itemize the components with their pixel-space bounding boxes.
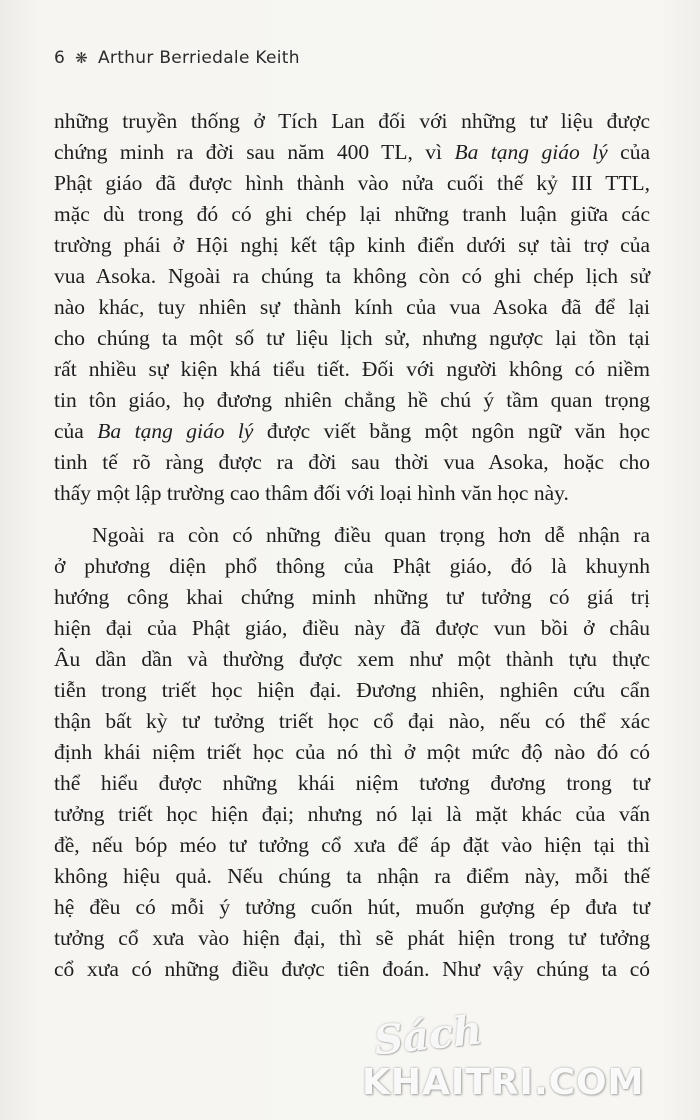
body-text [54, 106, 650, 996]
text-line: Phật giáo đã được hình thành vào nửa cuối thế kỷ III TTL, [54, 171, 650, 195]
text-line: Ngoài ra còn có những điều quan trọng hơn dễ nhận ra [92, 523, 650, 547]
text-line: những truyền thống ở Tích Lan đối với những tư liệu được [54, 109, 650, 133]
text-line: tiễn trong triết học hiện đại. Đương nhiên, nghiên cứu cẩn [54, 678, 650, 702]
page-number: 6 [54, 48, 66, 68]
text-line: mặc dù trong đó có ghi chép lại những tranh luận giữa các [54, 202, 650, 226]
text-line: tưởng triết học hiện đại; nhưng nó lại là mặt khác của vấn [54, 802, 650, 826]
text-line: thấy một lập trường cao thâm đối với loại hình văn học này. [54, 481, 569, 505]
text-line: vua Asoka. Ngoài ra chúng ta không còn có ghi chép lịch sử [54, 264, 650, 288]
text-line: đề, nếu bóp méo tư tưởng cổ xưa để áp đặt vào hiện tại thì [54, 833, 650, 857]
text-line: thận bất kỳ tư tưởng triết học cổ đại nào, nếu có thể xác [54, 709, 650, 733]
text-line: chứng minh ra đời sau năm 400 TL, vì Ba tạng giáo lý của [54, 140, 650, 164]
text-line: ở phương diện phổ thông của Phật giáo, đó là khuynh [54, 554, 650, 578]
text-line: cổ xưa có những điều được tiên đoán. Như vậy chúng ta có [54, 957, 650, 981]
text-line: tin tôn giáo, họ đương nhiên chẳng hề chú ý tầm quan trọng [54, 388, 650, 412]
book-title-italic: Ba tạng giáo lý [97, 419, 254, 443]
text-line: định khái niệm triết học của nó thì ở một mức độ nào đó có [54, 740, 650, 764]
text-line: của Ba tạng giáo lý được viết bằng một ngôn ngữ văn học [54, 419, 650, 443]
text-line: thể hiểu được những khái niệm tương đương trong tư [54, 771, 650, 795]
watermark-brand: KHAITRI.COM [362, 1062, 645, 1103]
running-head [54, 48, 300, 68]
book-title-italic: Ba tạng giáo lý [454, 140, 608, 164]
text-line: trường phái ở Hội nghị kết tập kinh điển dưới sự tài trợ của [54, 233, 650, 257]
text-line: hệ đều có mỗi ý tưởng cuốn hút, muốn gượng ép đưa tư [54, 895, 650, 919]
author-name: Arthur Berriedale Keith [98, 48, 300, 68]
text-line: cho chúng ta một số tư liệu lịch sử, nhưng ngược lại tồn tại [54, 326, 650, 350]
text-line: tưởng cổ xưa vào hiện đại, thì sẽ phát hiện trong tư tưởng [54, 926, 650, 950]
text-line: hiện đại của Phật giáo, điều này đã được vun bồi ở châu [54, 616, 650, 640]
text-line: Âu dần dần và thường được xem như một thành tựu thực [54, 647, 650, 671]
paragraph [54, 106, 650, 509]
text-line: nào khác, tuy nhiên sự thành kính của vua Asoka đã để lại [54, 295, 650, 319]
watermark-logo [362, 1006, 692, 1110]
text-line: rất nhiều sự kiện khá tiểu tiết. Đối với người không có niềm [54, 357, 650, 381]
text-line: hướng công khai chứng minh những tư tưởng có giá trị [54, 585, 650, 609]
text-line: không hiệu quả. Nếu chúng ta nhận ra điểm này, mỗi thế [54, 864, 650, 888]
text-line: tinh tế rõ ràng được ra đời sau thời vua Asoka, hoặc cho [54, 450, 650, 474]
watermark-script: Sách [371, 1006, 485, 1065]
paragraph [54, 520, 650, 985]
ornament-icon: ❋ [75, 49, 88, 67]
